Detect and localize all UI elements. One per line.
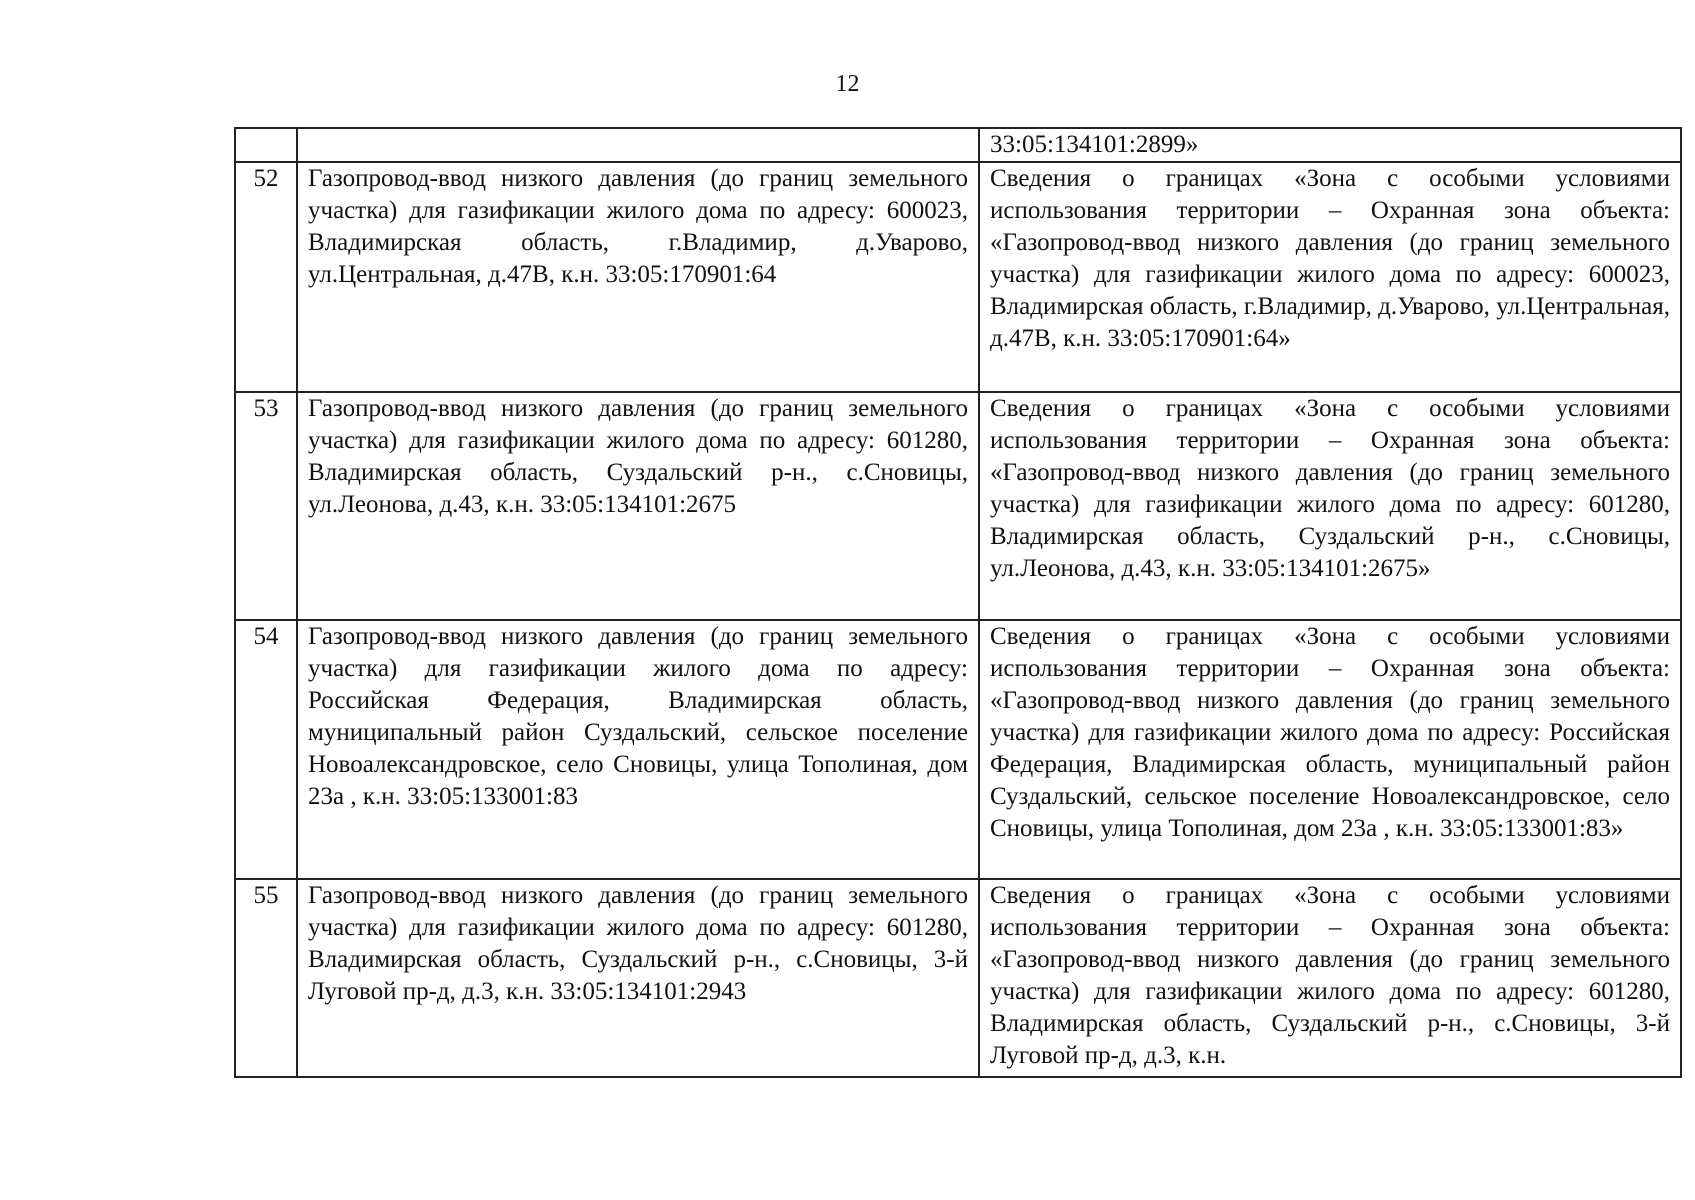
table-row — [235, 620, 1681, 879]
zone-info-cell: Сведения о границах «Зона с особыми условиями использования территории – Охранная зона объекта: «Газопровод-ввод низкого давления (до границ земельного участка) для газификации жилого дома по адресу: 601280, Владимирская область, Суздальский р-н., с.Сновицы, 3-й Луговой пр-д, д.3, к.н. — [979, 879, 1681, 1077]
object-description-cell — [297, 128, 979, 162]
zones-table — [234, 127, 1682, 1078]
table-row — [235, 392, 1681, 620]
zone-info-cell: 33:05:134101:2899» — [979, 128, 1681, 162]
object-description-cell: Газопровод-ввод низкого давления (до границ земельного участка) для газификации жилого дома по адресу: 601280, Владимирская область, Суздальский р-н., с.Сновицы, ул.Леонова, д.43, к.н. 33:05:134101:2675 — [297, 392, 979, 620]
zone-info-cell: Сведения о границах «Зона с особыми условиями использования территории – Охранная зона объекта: «Газопровод-ввод низкого давления (до границ земельного участка) для газификации жилого дома по адресу: Российская Федерация, Владимирская область, муниципальный район Суздальский, сельское поселение Новоалександровское, село Сновицы, улица Тополиная, дом 23а , к.н. 33:05:133001:83» — [979, 620, 1681, 879]
zone-info-cell: Сведения о границах «Зона с особыми условиями использования территории – Охранная зона объекта: «Газопровод-ввод низкого давления (до границ земельного участка) для газификации жилого дома по адресу: 600023, Владимирская область, г.Владимир, д.Уварово, ул.Центральная, д.47В, к.н. 33:05:170901:64» — [979, 162, 1681, 392]
object-description-cell: Газопровод-ввод низкого давления (до границ земельного участка) для газификации жилого дома по адресу: 600023, Владимирская область, г.Владимир, д.Уварово, ул.Центральная, д.47В, к.н. 33:05:170901:64 — [297, 162, 979, 392]
table-row — [235, 162, 1681, 392]
row-number-cell: 53 — [235, 392, 297, 620]
row-number-cell: 55 — [235, 879, 297, 1077]
zone-info-cell: Сведения о границах «Зона с особыми условиями использования территории – Охранная зона объекта: «Газопровод-ввод низкого давления (до границ земельного участка) для газификации жилого дома по адресу: 601280, Владимирская область, Суздальский р-н., с.Сновицы, ул.Леонова, д.43, к.н. 33:05:134101:2675» — [979, 392, 1681, 620]
object-description-cell: Газопровод-ввод низкого давления (до границ земельного участка) для газификации жилого дома по адресу: 601280, Владимирская область, Суздальский р-н., с.Сновицы, 3-й Луговой пр-д, д.3, к.н. 33:05:134101:2943 — [297, 879, 979, 1077]
page-number: 12 — [835, 71, 860, 97]
row-number-cell: 54 — [235, 620, 297, 879]
object-description-cell: Газопровод-ввод низкого давления (до границ земельного участка) для газификации жилого дома по адресу: Российская Федерация, Владимирская область, муниципальный район Суздальский, сельское поселение Новоалександровское, село Сновицы, улица Тополиная, дом 23а , к.н. 33:05:133001:83 — [297, 620, 979, 879]
row-number-cell: 52 — [235, 162, 297, 392]
table-row-continuation — [235, 128, 1681, 162]
row-number-cell — [235, 128, 297, 162]
table-row — [235, 879, 1681, 1077]
